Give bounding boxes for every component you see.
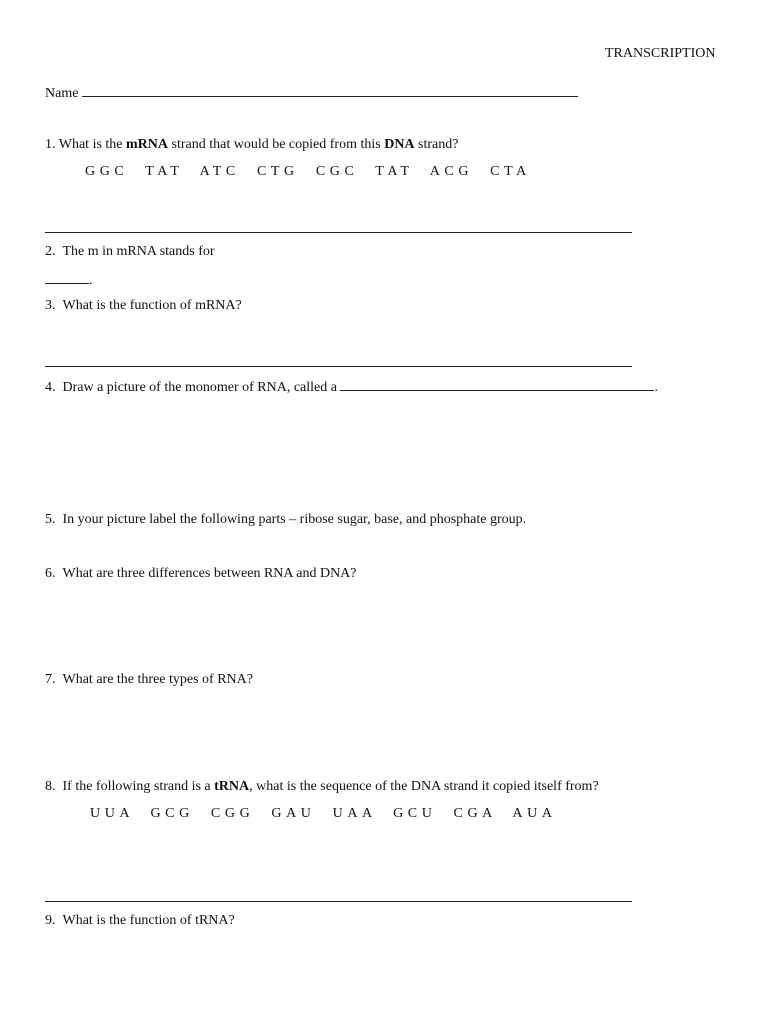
- question-4: [45, 378, 658, 396]
- question-1-number: 1.: [45, 137, 56, 152]
- question-6-text: What are three differences between RNA and DNA?: [62, 566, 357, 581]
- question-1-text-c: strand?: [414, 137, 459, 152]
- name-line: [45, 84, 578, 102]
- question-2-answer-line: [45, 271, 93, 289]
- question-9-text: What is the function of tRNA?: [62, 913, 235, 928]
- question-1-text-a: What is the: [55, 137, 127, 152]
- page-title: TRANSCRIPTION: [605, 46, 716, 61]
- question-2: [45, 244, 215, 260]
- answer-line-1[interactable]: [45, 232, 632, 233]
- question-3-number: 3.: [45, 298, 56, 313]
- question-1-bold-mrna: mRNA: [126, 137, 169, 152]
- question-8-text-a: If the following strand is a: [62, 779, 215, 794]
- question-8: [45, 779, 599, 795]
- question-9-number: 9.: [45, 913, 56, 928]
- question-5-number: 5.: [45, 512, 56, 527]
- question-7: [45, 672, 253, 688]
- answer-line-8[interactable]: [45, 901, 632, 902]
- question-2-period: .: [89, 273, 93, 288]
- trna-sequence: UUA GCG CGG GAU UAA GCU CGA AUA: [90, 806, 557, 821]
- question-1: [45, 137, 458, 153]
- question-7-number: 7.: [45, 672, 56, 687]
- question-1-text-b: strand that would be copied from this: [168, 137, 385, 152]
- question-3: [45, 298, 242, 314]
- question-4-blank[interactable]: [340, 378, 654, 391]
- question-5: [45, 512, 526, 528]
- question-8-text-b: , what is the sequence of the DNA strand it copied itself from?: [249, 779, 599, 794]
- question-8-number: 8.: [45, 779, 56, 794]
- question-1-bold-dna: DNA: [384, 137, 415, 152]
- question-4-text: Draw a picture of the monomer of RNA, called a: [62, 380, 337, 395]
- question-5-text: In your picture label the following parts – ribose sugar, base, and phosphate group.: [62, 512, 527, 527]
- answer-line-3[interactable]: [45, 366, 632, 367]
- question-4-number: 4.: [45, 380, 56, 395]
- question-2-blank[interactable]: [45, 271, 89, 284]
- question-3-text: What is the function of mRNA?: [62, 298, 242, 313]
- question-6-number: 6.: [45, 566, 56, 581]
- question-6: [45, 566, 357, 582]
- name-input-blank[interactable]: [82, 84, 578, 97]
- question-2-number: 2.: [45, 244, 56, 259]
- question-9: [45, 913, 235, 929]
- question-7-text: What are the three types of RNA?: [62, 672, 253, 687]
- question-8-bold-trna: tRNA: [214, 779, 250, 794]
- dna-sequence: GGC TAT ATC CTG CGC TAT ACG CTA: [85, 164, 531, 179]
- question-2-text: The m in mRNA stands for: [62, 244, 215, 259]
- question-4-period: .: [654, 380, 658, 395]
- name-label: Name: [45, 86, 79, 101]
